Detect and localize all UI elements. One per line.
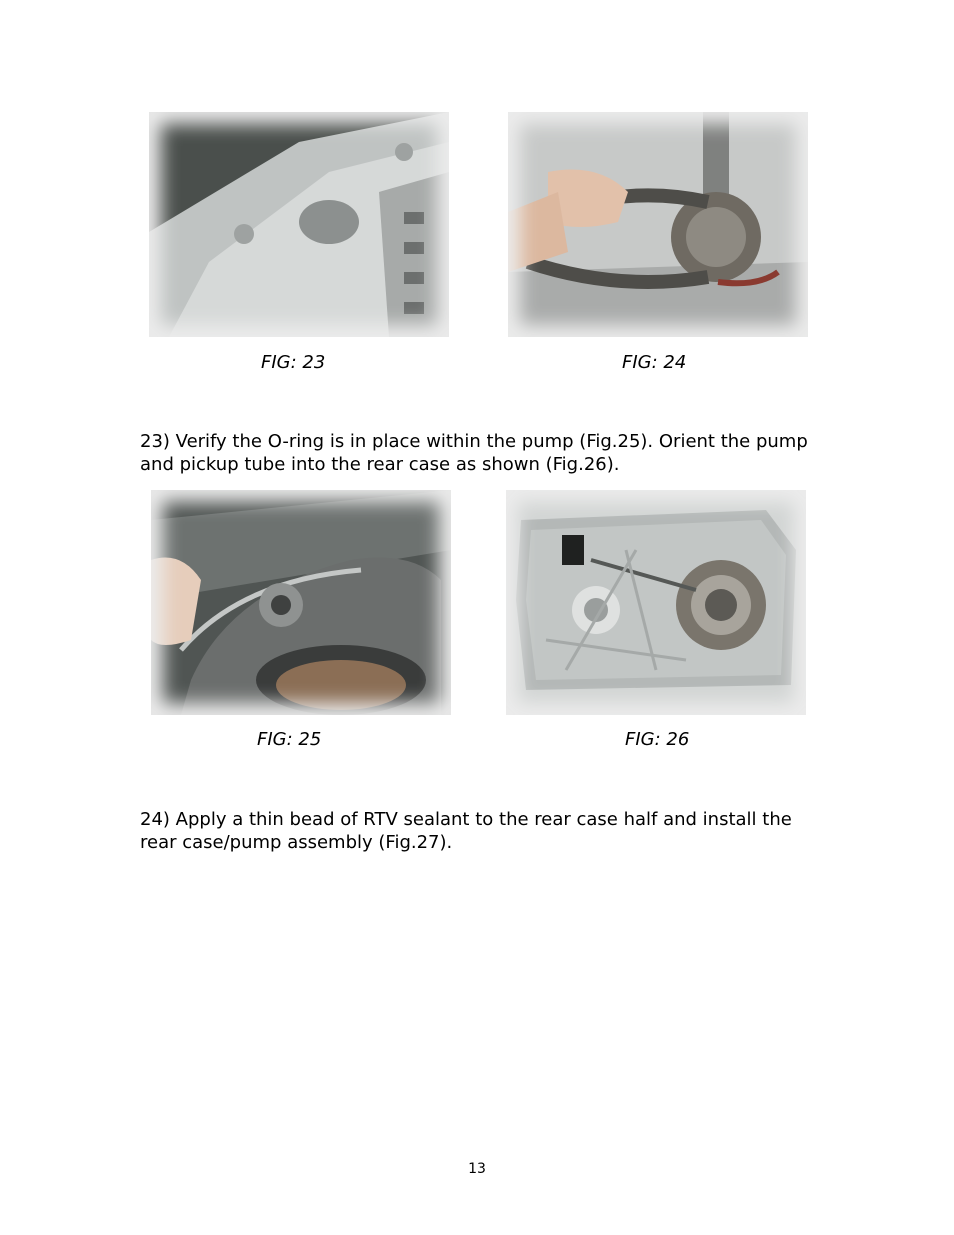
step-23-text: 23) Verify the O-ring is in place within the pump (Fig.25). Orient the pump and pickup tube into the rear case as shown (Fig.26). [140, 431, 808, 475]
fig-23-image [149, 112, 449, 337]
page-number: 13 [468, 1161, 486, 1177]
fig-24-image [508, 112, 808, 337]
fig-24-photo [508, 112, 808, 337]
fig-24-caption: FIG: 24 [622, 352, 687, 373]
fig-25-photo [151, 490, 451, 715]
fig-23-photo [149, 112, 449, 337]
fig-25-caption: FIG: 25 [257, 729, 322, 750]
fig-26-photo [506, 490, 806, 715]
fig-26-image [506, 490, 806, 715]
fig-23-caption: FIG: 23 [261, 352, 326, 373]
step-24-text: 24) Apply a thin bead of RTV sealant to the rear case half and install the rear case/pump assembly (Fig.27). [140, 809, 792, 853]
fig-26-caption: FIG: 26 [625, 729, 690, 750]
fig-25-image [151, 490, 451, 715]
